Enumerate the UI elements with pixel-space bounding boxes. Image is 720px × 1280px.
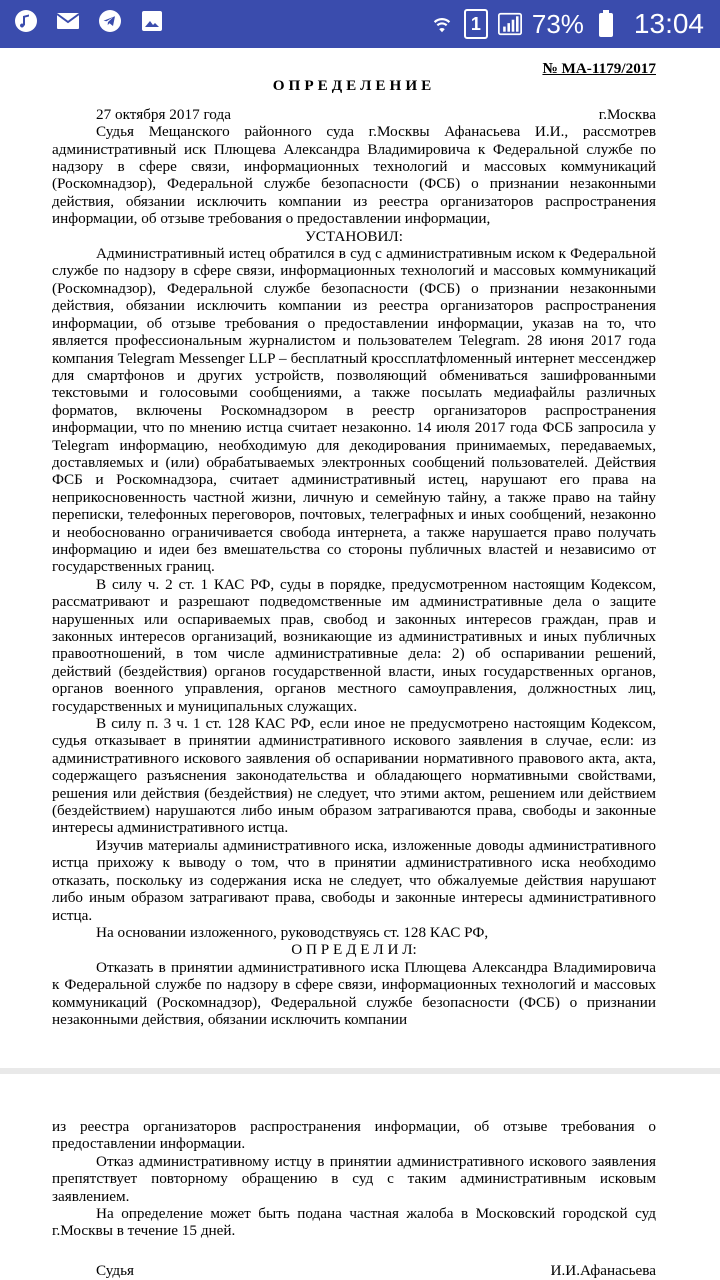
law-paragraph-2: В силу п. 3 ч. 1 ст. 128 КАС РФ, если иное не предусмотрено настоящим Кодексом, судья отказывает в принятии административного искового заявления в случае, если: из административного искового заявления об оспаривании нормативного правового акта, акта, содержащего разъяснения законодательства и обладающего нормативными свойствами, решения или действия (бездействия) не следует, что этими актом, решением или действием (бездействием) нарушаются либо иным образом затрагиваются права, свободы и законные интересы административного истца.	[52, 715, 656, 837]
signature-label: Судья	[96, 1261, 135, 1279]
document-city: г.Москва	[598, 105, 656, 123]
ruling-heading: О П Р Е Д Е Л И Л:	[291, 941, 417, 959]
sim-slot-badge: 1	[464, 9, 488, 39]
case-number: № МА-1179/2017	[542, 60, 656, 77]
clock: 13:04	[633, 8, 704, 39]
document-date: 27 октября 2017 года	[96, 105, 231, 123]
conclusion-paragraph: Изучив материалы административного иска, изложенные доводы административного истца прихожу к выводу о том, что в принятии административного иска необходимо отказать, поскольку из содержания иска не следует, что обжалуемые действия нарушают либо иным образом затрагивают права, свободы и законные интересы административного истца.	[52, 836, 656, 924]
wifi-icon	[430, 12, 454, 36]
signature-name: И.И.Афанасьева	[550, 1261, 656, 1279]
battery-icon	[594, 12, 618, 36]
mail-icon	[56, 9, 80, 33]
document-title: ОПРЕДЕЛЕНИЕ	[272, 77, 436, 95]
telegram-icon	[98, 9, 122, 33]
image-icon	[140, 9, 164, 33]
ruling-paragraph-part1: Отказать в принятии административного иска Плющева Александра Владимировича к Федеральной службе по надзору в сфере связи, информационных технологий и массовых коммуникаций (Роскомнадзор), Федеральной службе безопасности (ФСБ) о признании незаконными действия, обязании исключить компании	[52, 958, 656, 1028]
law-paragraph-1: В силу ч. 2 ст. 1 КАС РФ, суды в порядке, предусмотренном настоящим Кодексом, рассматривают и разрешают подведомственные им административные дела о защите нарушенных или оспариваемых прав, свобод и законных интересов граждан, прав и законных интересов организаций, возникающие из административных и иных публичных правоотношений, в том числе административные дела: 2) об оспаривании решений, действий (бездействия) органов государственной власти, иных государственных органов, органов военного управления, органов местного самоуправления, должностных лиц, государственных и муниципальных служащих.	[52, 575, 656, 715]
document-page-2	[0, 1074, 720, 1280]
document-body	[52, 60, 656, 1028]
refusal-paragraph: Отказ административному истцу в принятии административного искового заявления препятствует повторному обращению в суд с таким административным исковым заявлением.	[52, 1152, 656, 1205]
status-bar	[0, 0, 720, 48]
appeal-paragraph: На определение может быть подана частная жалоба в Московский городской суд г.Москвы в течение 15 дней.	[52, 1205, 656, 1240]
established-heading: УСТАНОВИЛ:	[305, 227, 403, 245]
established-paragraph: Административный истец обратился в суд с административным иском к Федеральной службе по надзору в сфере связи, информационных технологий и массовых коммуникаций (Роскомнадзор), Федеральной службе безопасности (ФСБ) о признании незаконными действия, обязании исключить компании из реестра организаторов распространения информации, об отзыве требования о предоставлении информации, указав на то, что является профессиональным журналистом и пользователем Telegram. 28 июня 2017 года компания Telegram Messenger LLP – бесплатный кроссплатфломенный интернет мессенджер для смартфонов и других устройств, позволяющий обмениваться зашифрованными текстовыми и голосовыми сообщениями, а также посылать медиафайлы различных форматов, включены Роскомнадзором в реестр организаторов распространения информации, что по мнению истца считает незаконно. 14 июля 2017 года ФСБ запросила у Telegram информацию, необходимую для декодирования принимаемых, передаваемых, доставляемых и (или) обрабатываемых электронных сообщений пользователей. Действия ФСБ и Роскомнадзора, считает административный истец, нарушают его права на неприкосновенность частной жизни, личную и семейную тайну, а также право на тайну переписки, телефонных переговоров, почтовых, телеграфных и иных сообщений, незаконно и необоснованно ограничивается свобода интернета, а также нарушается право получать информацию и идеи без вмешательства со стороны публичных властей и независимо от государственных границ.	[52, 245, 656, 576]
basis-line: На основании изложенного, руководствуясь ст. 128 КАС РФ,	[96, 923, 489, 941]
signature-line	[52, 1262, 656, 1279]
intro-paragraph: Судья Мещанского районного суда г.Москвы Афанасьева И.И., рассмотрев административный иск Плющева Александра Владимировича к Федеральной службе по надзору в сфере связи, информационных технологий и массовых коммуникаций (Роскомнадзор), Федеральной службе безопасности (ФСБ) о признании незаконными действия, обязании исключить компании из реестра организаторов распространения информации, об отзыве требования о предоставлении информации,	[52, 123, 656, 228]
document-body-continued	[52, 1118, 656, 1279]
signal-icon	[498, 12, 522, 36]
ruling-paragraph-part2: из реестра организаторов распространения информации, об отзыве требования о предоставлении информации.	[52, 1118, 656, 1153]
document-page-1	[0, 48, 720, 1068]
date-line	[52, 106, 656, 123]
battery-percent: 73%	[531, 9, 584, 39]
music-icon	[14, 9, 38, 33]
